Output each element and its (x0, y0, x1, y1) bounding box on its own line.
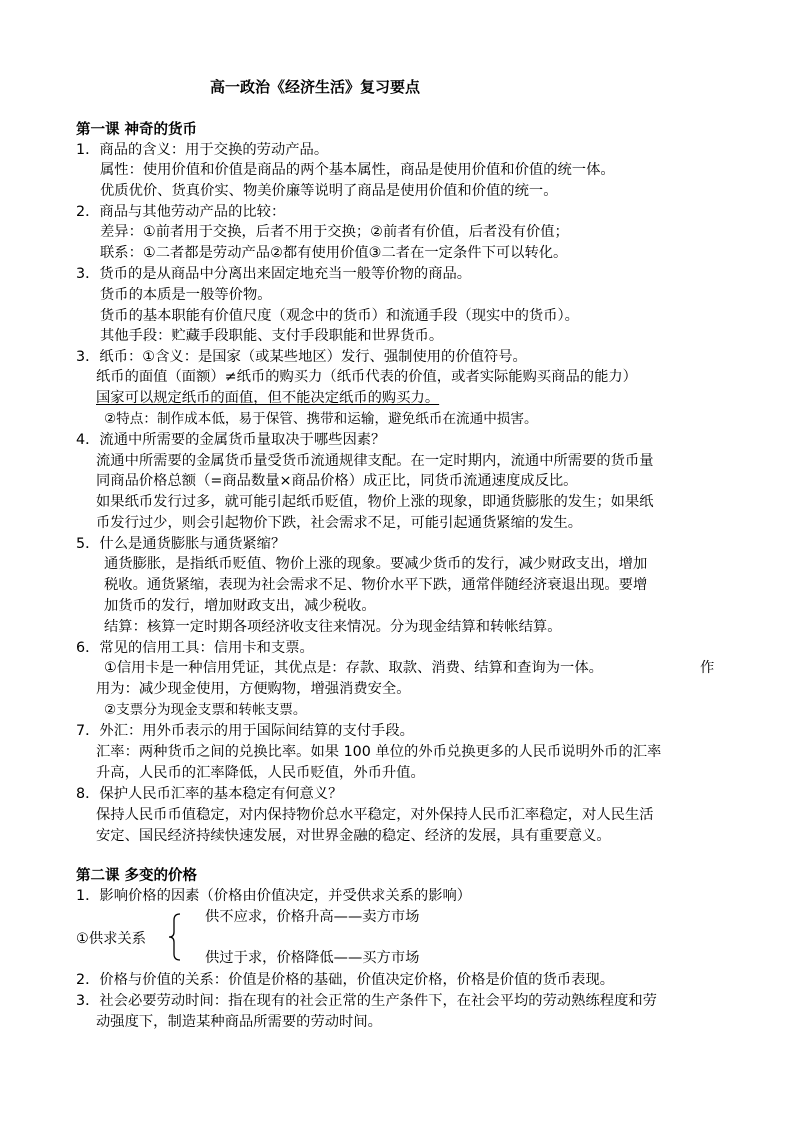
text-line: 7．外汇：用外币表示的用于国际间结算的支付手段。 (76, 723, 414, 739)
text-line: 货币的本质是一般等价物。 (100, 287, 272, 303)
text-line: 3．纸币：①含义：是国家（或某些地区）发行、强制使用的价值符号。 (76, 349, 527, 365)
text-line: 1．影响价格的因素（价格由价值决定，并受供求关系的影响） (76, 888, 472, 904)
supply-demand-label: ①供求关系 (76, 931, 147, 947)
text-line: 动强度下，制造某种商品所需要的劳动时间。 (96, 1014, 382, 1030)
text-line: 如果纸币发行过多，就可能引起纸币贬值，物价上涨的现象，即通货膨胀的发生；如果纸 (96, 494, 654, 510)
text-line: 5．什么是通货膨胀与通货紧缩？ (76, 536, 286, 552)
text-line: 通货膨胀，是指纸币贬值、物价上涨的现象。要减少货币的发行，减少财政支出，增加 (104, 556, 648, 572)
text-line: 6．常见的信用工具：信用卡和支票。 (76, 640, 314, 656)
text-line: 安定、国民经济持续快速发展，对世界金融的稳定、经济的发展，具有重要意义。 (96, 828, 611, 844)
text-line: 差异：①前者用于交换，后者不用于交换；②前者有价值，后者没有价值； (100, 224, 569, 240)
text-line: 联系：①二者都是劳动产品②都有使用价值③二者在一定条件下可以转化。 (100, 245, 568, 261)
text-line: 同商品价格总额（=商品数量×商品价格）成正比，同货币流通速度成反比。 (96, 473, 578, 489)
text-line: 用为：减少现金使用，方便购物，增强消费安全。 (96, 681, 411, 697)
supply-demand-case-2: 供过于求，价格降低——买方市场 (205, 950, 420, 966)
text-line: ②支票分为现金支票和转帐支票。 (104, 702, 307, 718)
text-line: 货币的基本职能有价值尺度（观念中的货币）和流通手段（现实中的货币）。 (100, 308, 579, 324)
text-line: 1．商品的含义：用于交换的劳动产品。 (76, 142, 329, 158)
text-line: 加货币的发行，增加财政支出，减少税收。 (104, 598, 376, 614)
text-line: ②特点：制作成本低，易于保管、携带和运输，避免纸币在流通中损害。 (104, 411, 538, 427)
text-line: 4．流通中所需要的金属货币量取决于哪些因素？ (76, 432, 386, 448)
text-line: 属性：使用价值和价值是商品的两个基本属性，商品是使用价值和价值的统一体。 (100, 162, 615, 178)
text-line: 2．商品与其他劳动产品的比较： (76, 204, 286, 220)
text-line: 流通中所需要的金属货币量受货币流通规律支配。在一定时期内，流通中所需要的货币量 (96, 453, 654, 469)
text-line: 2．价格与价值的关系：价值是价格的基础，价值决定价格，价格是价值的货币表现。 (76, 972, 615, 988)
lesson1-heading: 第一课 神奇的货币 (76, 121, 198, 138)
supply-demand-case-1: 供不应求，价格升高——卖方市场 (205, 909, 420, 925)
text-line: 税收。通货紧缩，表现为社会需求不足、物价水平下跌，通常伴随经济衰退出现。要增 (104, 577, 648, 593)
text-line: 币发行过少，则会引起物价下跌，社会需求不足，可能引起通货紧缩的发生。 (96, 515, 583, 531)
text-line: 其他手段：贮藏手段职能、支付手段职能和世界货币。 (100, 328, 444, 344)
text-line: 结算：核算一定时期各项经济收支往来情况。分为现金结算和转帐结算。 (104, 619, 562, 635)
curly-brace-icon (166, 912, 186, 962)
underlined-text-line: 国家可以规定纸币的面值，但不能决定纸币的购买力。 (96, 390, 440, 406)
text-line: 升高，人民币的汇率降低，人民币贬值，外币升值。 (96, 765, 425, 781)
text-line: 8．保护人民币汇率的基本稳定有何意义？ (76, 786, 343, 802)
lesson2-heading: 第二课 多变的价格 (76, 867, 198, 884)
document-title: 高一政治《经济生活》复习要点 (210, 78, 421, 96)
text-line: 纸币的面值（面额）≠纸币的购买力（纸币代表的价值，或者实际能购买商品的能力） (96, 369, 637, 385)
text-line: 保持人民币币值稳定，对内保持物价总水平稳定，对外保持人民币汇率稳定，对人民生活 (96, 807, 654, 823)
text-line: 3．货币的是从商品中分离出来固定地充当一般等价物的商品。 (76, 266, 472, 282)
text-line: 作 (700, 660, 715, 676)
text-line: 汇率：两种货币之间的兑换比率。如果 100 单位的外币兑换更多的人民币说明外币的汇率 (96, 744, 662, 760)
text-line: 3．社会必要劳动时间：指在现有的社会正常的生产条件下，在社会平均的劳动熟练程度和劳 (76, 993, 657, 1009)
text-line: ①信用卡是一种信用凭证，其优点是：存款、取款、消费、结算和查询为一体。 (104, 660, 603, 676)
text-line: 优质优价、货真价实、物美价廉等说明了商品是使用价值和价值的统一。 (100, 183, 558, 199)
